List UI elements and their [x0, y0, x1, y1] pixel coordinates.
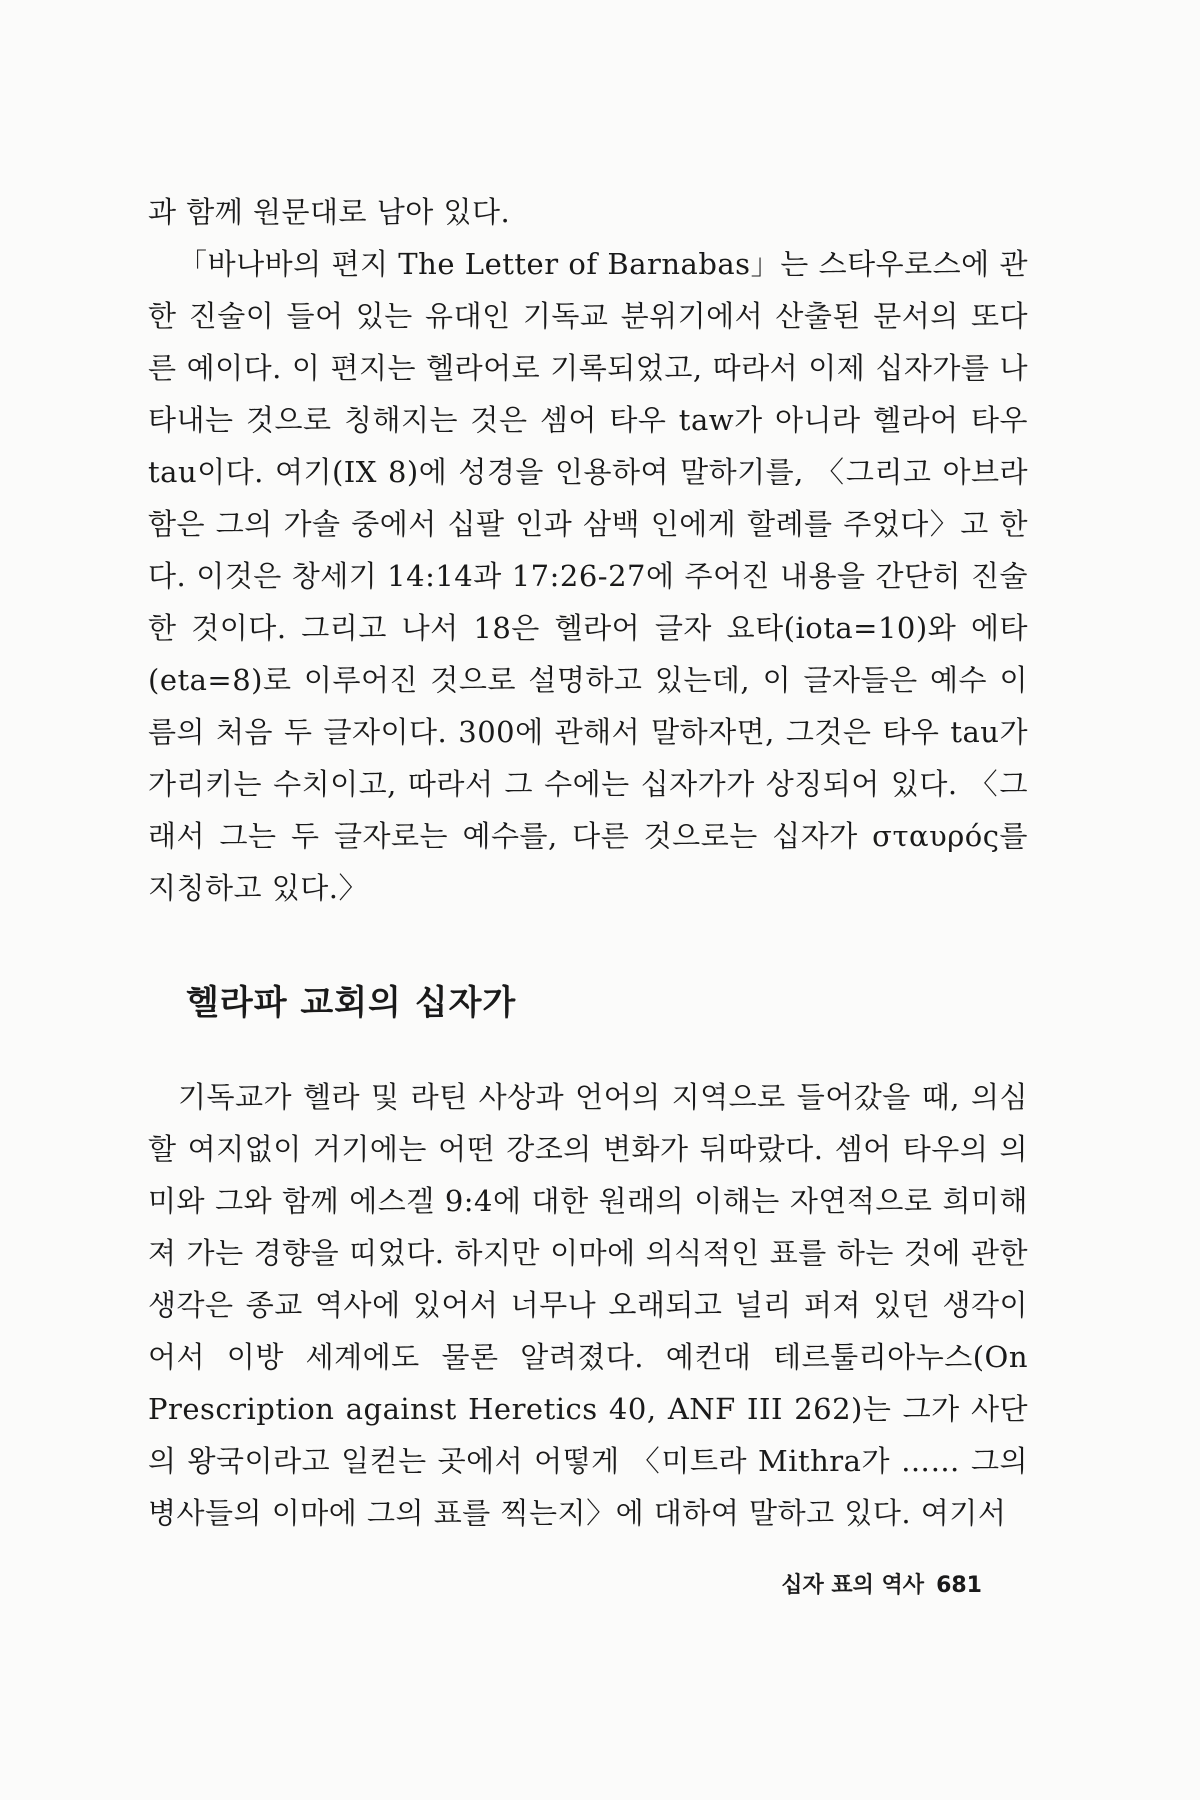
paragraph-barnabas: 「바나바의 편지 The Letter of Barnabas」는 스타우로스에 관한 진술이 들어 있는 유대인 기독교 분위기에서 산출된 문서의 또다른 예이다. 이 편지는 헬라어로 기록되었고, 따라서 이제 십자가를 나타내는 것으로 칭해지는 것은 셈어 타우 taw가 아니라 헬라어 타우 tau이다. 여기(IX 8)에 성경을 인용하여 말하기를, 〈그리고 아브라함은 그의 가솔 중에서 십팔 인과 삼백 인에게 할례를 주었다〉고 한다. 이것은 창세기 14:14과 17:26-27에 주어진 내용을 간단히 진술한 것이다. 그리고 나서 18은 헬라어 글자 요타(iota=10)와 에타(eta=8)로 이루어진 것으로 설명하고 있는데, 이 글자들은 예수 이름의 처음 두 글자이다. 300에 관해서 말하자면, 그것은 타우 tau가 가리키는 수치이고, 따라서 그 수에는 십자가가 상징되어 있다. 〈그래서 그는 두 글자로는 예수를, 다른 것으로는 십자가 σταυρός를 지칭하고 있다.〉 — [148, 247, 1028, 905]
running-title: 십자 표의 역사 — [781, 1573, 925, 1598]
paragraph-hellenistic-church: 기독교가 헬라 및 라틴 사상과 언어의 지역으로 들어갔을 때, 의심할 여지없이 거기에는 어떤 강조의 변화가 뒤따랐다. 셈어 타우의 의미와 그와 함께 에스겔 9:4에 대한 원래의 이해는 자연적으로 희미해져 가는 경향을 띠었다. 하지만 이마에 의식적인 표를 하는 것에 관한 생각은 종교 역사에 있어서 너무나 오래되고 널리 퍼져 있던 생각이어서 이방 세계에도 물론 알려졌다. 예컨대 테르툴리아누스(On Prescription against Heretics 40, ANF III 262)는 그가 사단의 왕국이라고 일컫는 곳에서 어떻게 〈미트라 Mithra가 …… 그의 병사들의 이마에 그의 표를 찍는지〉에 대하여 말하고 있다. 여기서 — [148, 1080, 1028, 1530]
section-heading: 헬라파 교회의 십자가 — [186, 983, 517, 1023]
body-text-top — [148, 186, 1028, 914]
page-number: 681 — [936, 1573, 982, 1598]
page-footer — [781, 1568, 982, 1599]
body-text-bottom — [148, 1071, 1028, 1539]
paragraph-continuation: 과 함께 원문대로 남아 있다. — [148, 195, 511, 229]
